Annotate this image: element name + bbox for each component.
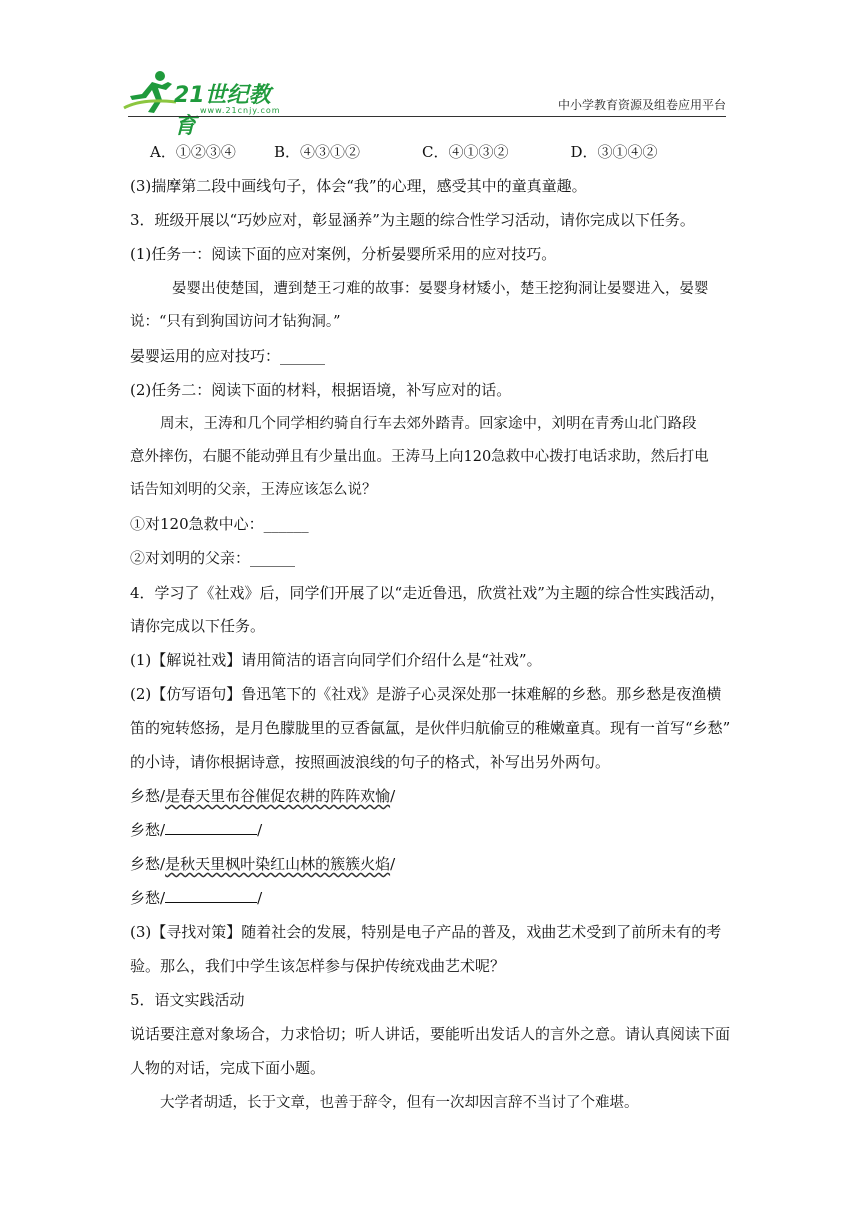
question-line: (1)【解说社戏】请用简洁的语言向同学们介绍什么是“社戏”。 [130, 651, 542, 669]
runner-logo-icon [122, 68, 178, 114]
question-line: 晏婴运用的应对技巧：______ [130, 347, 326, 365]
question-line: 笛的宛转悠扬，是月色朦胧里的豆香氤氲，是伙伴归航偷豆的稚嫩童真。现有一首写“乡愁” [130, 719, 731, 737]
poem-suffix: / [390, 855, 396, 873]
question-line: 4．学习了《社戏》后，同学们开展了以“走近鲁迅，欣赏社戏”为主题的综合性实践活动， [130, 584, 725, 602]
options-line: A．①②③④ B．④③①② C．④①③② D．③①④② [150, 143, 658, 161]
poem-prefix: 乡愁/ [130, 889, 166, 907]
answer-blank[interactable] [165, 888, 257, 903]
poem-line [130, 786, 395, 806]
question-line: 3．班级开展以“巧妙应对，彰显涵养”为主题的综合性学习活动，请你完成以下任务。 [130, 211, 695, 229]
question-line: (2)【仿写语句】鲁迅笔下的《社戏》是游子心灵深处那一抹难解的乡愁。那乡愁是夜渔横 [130, 685, 722, 703]
poem-prefix: 乡愁/ [130, 855, 166, 873]
logo [122, 68, 292, 139]
poem-suffix: / [390, 787, 396, 805]
poem-suffix: / [257, 821, 263, 839]
material-line: 意外摔伤，右腿不能动弹且有少量出血。王涛马上向120急救中心拨打电话求助，然后打电 [130, 449, 709, 465]
logo-text: 21世纪教育 [174, 83, 271, 139]
material-line: 话告知刘明的父亲，王涛应该怎么说？ [130, 482, 377, 498]
question-line: 请你完成以下任务。 [130, 617, 266, 635]
question-line: (2)任务二：阅读下面的材料，根据语境，补写应对的话。 [130, 381, 512, 399]
poem-prefix: 乡愁/ [130, 787, 166, 805]
question-line: 的小诗，请你根据诗意，按照画波浪线的句子的格式，补写出另外两句。 [130, 753, 611, 771]
platform-name: 中小学教育资源及组卷应用平台 [557, 98, 726, 112]
material-line: 说：“只有到狗国访问才钻狗洞。” [130, 314, 341, 330]
answer-blank[interactable] [165, 820, 257, 835]
material-line: 周末，王涛和几个同学相约骑自行车去郊外踏青。回家途中，刘明在青秀山北门路段 [160, 416, 697, 432]
wavy-sentence: 是春天里布谷催促农耕的阵阵欢愉 [165, 787, 391, 805]
question-line: ②对刘明的父亲：______ [130, 549, 296, 567]
question-line: 验。那么，我们中学生该怎样参与保护传统戏曲艺术呢？ [130, 957, 506, 975]
question-line: (1)任务一：阅读下面的应对案例，分析晏婴所采用的应对技巧。 [130, 245, 557, 263]
question-line: ①对120急救中心：______ [130, 515, 309, 533]
logo-url: www.21cnjy.com [200, 106, 281, 115]
header-divider [128, 116, 726, 117]
material-line: 晏婴出使楚国，遭到楚王刁难的故事：晏婴身材矮小，楚王挖狗洞让晏婴进入，晏婴 [172, 281, 709, 297]
question-line: (3)【寻找对策】随着社会的发展，特别是电子产品的普及，戏曲艺术受到了前所未有的考 [130, 923, 722, 941]
poem-suffix: / [257, 889, 263, 907]
question-line: (3)揣摩第二段中画线句子，体会“我”的心理，感受其中的童真童趣。 [130, 177, 587, 195]
poem-prefix: 乡愁/ [130, 821, 166, 839]
wavy-sentence: 是秋天里枫叶染红山林的簇簇火焰 [165, 855, 391, 873]
poem-line [130, 854, 395, 874]
poem-line [130, 820, 262, 840]
page-header [0, 0, 860, 139]
material-line: 大学者胡适，长于文章，也善于辞令，但有一次却因言辞不当讨了个难堪。 [160, 1095, 639, 1111]
question-line: 5．语文实践活动 [130, 991, 245, 1009]
question-line: 人物的对话，完成下面小题。 [130, 1059, 326, 1077]
poem-line [130, 888, 262, 908]
question-line: 说话要注意对象场合，力求恰切；听人讲话，要能听出发话人的言外之意。请认真阅读下面 [130, 1025, 731, 1043]
